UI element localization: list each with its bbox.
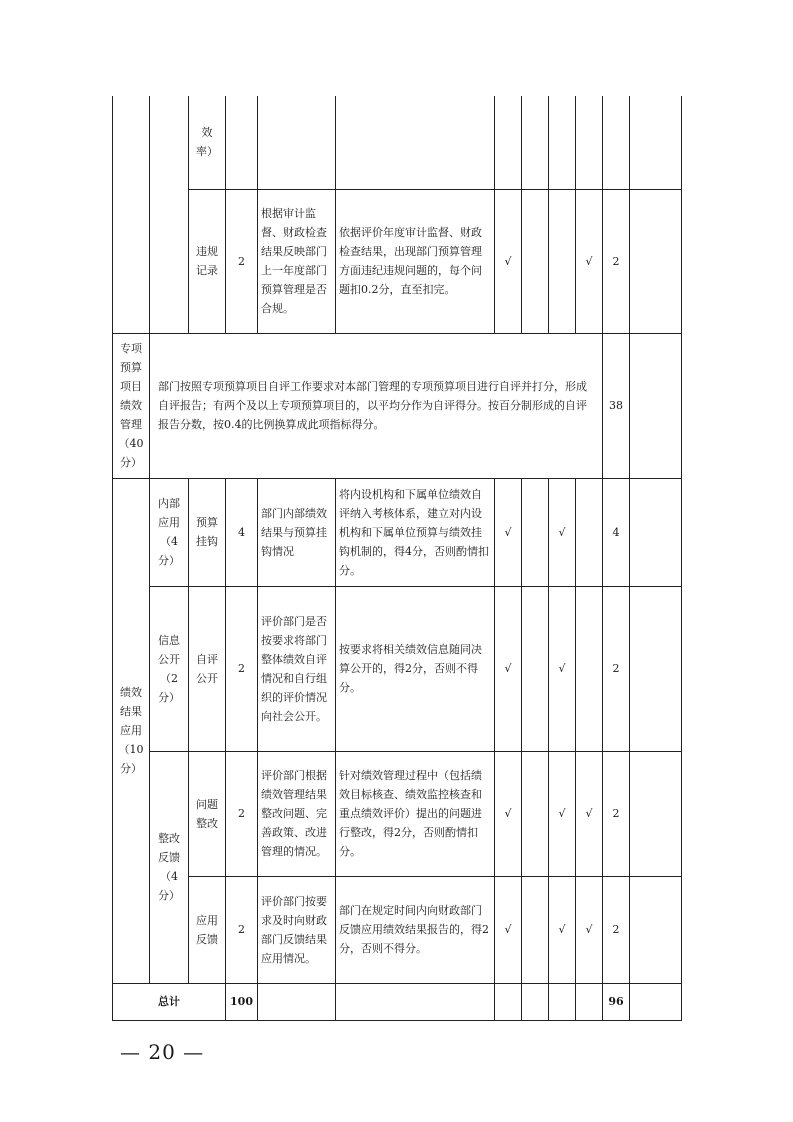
group-cell-continued bbox=[150, 96, 189, 333]
check-cell: √ bbox=[495, 478, 522, 586]
criteria-cell: 依据评价年度审计监督、财政检查结果，出现部门预算管理方面违纪违规问题的，每个问题扣0.2分，直至扣完。 bbox=[336, 189, 495, 333]
content-cell: 评价部门根据绩效管理结果整改问题、完善政策、改进管理的情况。 bbox=[258, 751, 336, 876]
content-cell bbox=[258, 983, 336, 1020]
group-cell: 内部应用（4分） bbox=[150, 478, 189, 586]
check-cell bbox=[522, 586, 549, 751]
score-cell: 2 bbox=[603, 876, 630, 983]
category-cell-continued bbox=[113, 96, 150, 333]
check-cell bbox=[522, 189, 549, 333]
check-cell bbox=[522, 478, 549, 586]
table-row bbox=[113, 751, 682, 876]
weight-cell: 4 bbox=[226, 478, 258, 586]
check-cell bbox=[549, 96, 576, 189]
table-row bbox=[113, 876, 682, 983]
check-cell bbox=[522, 96, 549, 189]
weight-cell: 2 bbox=[226, 189, 258, 333]
remark-cell bbox=[630, 96, 682, 189]
table-row bbox=[113, 586, 682, 751]
table-row bbox=[113, 333, 682, 478]
group-cell: 整改反馈（4分） bbox=[150, 751, 189, 983]
category-cell: 绩效结果应用（10分） bbox=[113, 478, 150, 983]
weight-cell: 2 bbox=[226, 876, 258, 983]
criteria-cell bbox=[336, 983, 495, 1020]
total-label: 总计 bbox=[113, 983, 226, 1020]
table-row bbox=[113, 983, 682, 1020]
check-cell bbox=[522, 751, 549, 876]
check-cell: √ bbox=[495, 189, 522, 333]
table-row bbox=[113, 189, 682, 333]
check-cell: √ bbox=[549, 751, 576, 876]
check-cell bbox=[495, 983, 522, 1020]
check-cell bbox=[522, 876, 549, 983]
check-cell: √ bbox=[495, 876, 522, 983]
weight-cell bbox=[226, 96, 258, 189]
remark-cell bbox=[630, 189, 682, 333]
sub-indicator-cell: 自评公开 bbox=[189, 586, 226, 751]
sub-indicator-cell: 效 率） bbox=[189, 96, 226, 189]
evaluation-table-page bbox=[112, 96, 681, 1021]
content-cell bbox=[258, 96, 336, 189]
remark-cell bbox=[630, 478, 682, 586]
special-description-cell: 部门按照专项预算项目自评工作要求对本部门管理的专项预算项目进行自评并打分，形成自评报告；有两个及以上专项预算项目的，以平均分作为自评得分。按百分制形成的自评报告分数，按0.4的比例换算成此项指标得分。 bbox=[150, 333, 603, 478]
sub-indicator-cell: 违规 记录 bbox=[189, 189, 226, 333]
remark-cell bbox=[630, 876, 682, 983]
criteria-cell bbox=[336, 96, 495, 189]
weight-cell: 2 bbox=[226, 586, 258, 751]
score-cell: 2 bbox=[603, 751, 630, 876]
score-cell: 38 bbox=[603, 333, 630, 478]
sub-indicator-cell: 应用反馈 bbox=[189, 876, 226, 983]
content-cell: 评价部门是否按要求将部门整体绩效自评情况和自行组织的评价情况向社会公开。 bbox=[258, 586, 336, 751]
score-cell bbox=[603, 96, 630, 189]
sub-indicator-cell: 预算挂钩 bbox=[189, 478, 226, 586]
check-cell bbox=[549, 983, 576, 1020]
check-cell bbox=[576, 478, 603, 586]
content-cell: 根据审计监督、财政检查结果反映部门上一年度部门预算管理是否合规。 bbox=[258, 189, 336, 333]
group-cell: 信息公开（2分） bbox=[150, 586, 189, 751]
content-cell: 评价部门按要求及时向财政部门反馈结果应用情况。 bbox=[258, 876, 336, 983]
check-cell: √ bbox=[576, 189, 603, 333]
remark-cell bbox=[630, 333, 682, 478]
content-cell: 部门内部绩效结果与预算挂钩情况 bbox=[258, 478, 336, 586]
total-weight: 100 bbox=[226, 983, 258, 1020]
score-cell: 2 bbox=[603, 586, 630, 751]
check-cell bbox=[495, 96, 522, 189]
remark-cell bbox=[630, 751, 682, 876]
check-cell: √ bbox=[576, 876, 603, 983]
score-cell: 4 bbox=[603, 478, 630, 586]
criteria-cell: 按要求将相关绩效信息随同决算公开的，得2分，否则不得分。 bbox=[336, 586, 495, 751]
check-cell: √ bbox=[549, 586, 576, 751]
check-cell: √ bbox=[576, 751, 603, 876]
check-cell bbox=[576, 983, 603, 1020]
check-cell bbox=[576, 586, 603, 751]
check-cell bbox=[522, 983, 549, 1020]
sub-indicator-cell: 问题整改 bbox=[189, 751, 226, 876]
table-row bbox=[113, 96, 682, 189]
total-score: 96 bbox=[603, 983, 630, 1020]
page-number: — 20 — bbox=[120, 1040, 205, 1064]
remark-cell bbox=[630, 983, 682, 1020]
category-cell: 专项预算项目绩效管理（40分） bbox=[113, 333, 150, 478]
remark-cell bbox=[630, 586, 682, 751]
check-cell: √ bbox=[549, 478, 576, 586]
check-cell bbox=[576, 96, 603, 189]
check-cell bbox=[549, 189, 576, 333]
check-cell: √ bbox=[549, 876, 576, 983]
check-cell: √ bbox=[495, 751, 522, 876]
criteria-cell: 针对绩效管理过程中（包括绩效目标核查、绩效监控核查和重点绩效评价）提出的问题进行整改，得2分，否则酌情扣分。 bbox=[336, 751, 495, 876]
criteria-cell: 部门在规定时间内向财政部门反馈应用绩效结果报告的，得2分，否则不得分。 bbox=[336, 876, 495, 983]
check-cell: √ bbox=[495, 586, 522, 751]
evaluation-table bbox=[112, 96, 682, 1021]
table-row bbox=[113, 478, 682, 586]
criteria-cell: 将内设机构和下属单位绩效自评纳入考核体系，建立对内设机构和下属单位预算与绩效挂钩机制的，得4分，否则酌情扣分。 bbox=[336, 478, 495, 586]
score-cell: 2 bbox=[603, 189, 630, 333]
weight-cell: 2 bbox=[226, 751, 258, 876]
